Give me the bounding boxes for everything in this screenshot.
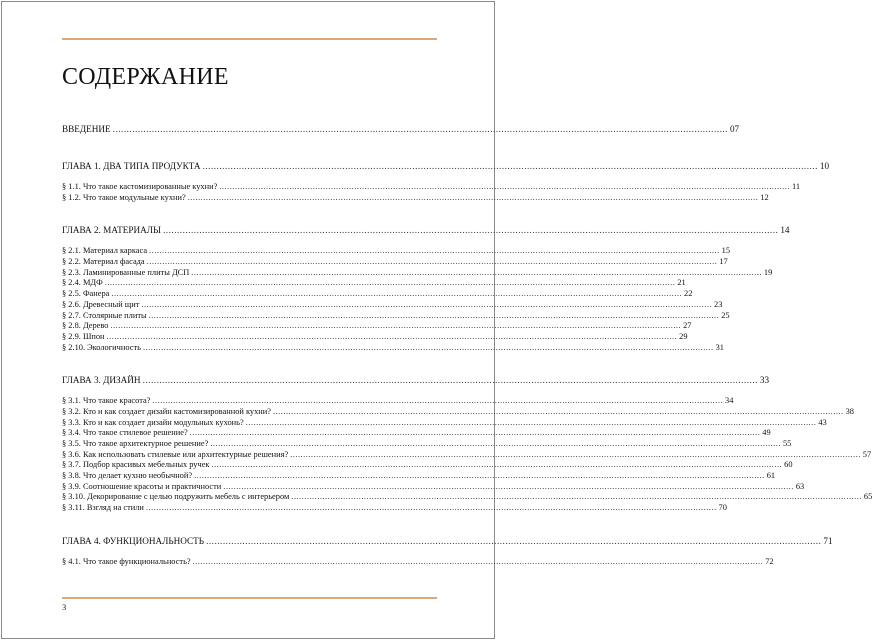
toc-spacer bbox=[62, 236, 432, 246]
toc-entry-page: 11 bbox=[791, 182, 801, 191]
toc-entry-page: 43 bbox=[818, 417, 827, 427]
page-number: 3 bbox=[62, 602, 67, 612]
toc-dot-leader: ............................................................................................................................................................................................................................ bbox=[142, 375, 758, 386]
toc-entry-label: § 3.4. Что такое стилевое решение? bbox=[62, 428, 188, 438]
toc-section-entry[interactable] bbox=[62, 439, 792, 450]
toc-entry-label: ВВЕДЕНИЕ bbox=[62, 124, 111, 134]
toc-section-entry[interactable] bbox=[62, 192, 769, 204]
toc-entry-page: 71 bbox=[823, 535, 833, 546]
toc-section-entry[interactable] bbox=[62, 417, 827, 429]
top-rule bbox=[62, 38, 437, 40]
toc-entry-label: § 2.7. Столярные плиты bbox=[62, 310, 147, 320]
toc-dot-leader: ............................................................................................................................................................................................................................ bbox=[272, 406, 844, 416]
toc-entry-page: 19 bbox=[763, 267, 773, 277]
toc-entry-label: § 4.1. Что такое функциональность? bbox=[62, 556, 191, 566]
toc-entry-label: § 3.2. Кто и как создает дизайн кастомизированной кухни? bbox=[62, 406, 271, 416]
toc-entry-page: 27 bbox=[683, 321, 692, 331]
toc-entry-page: 55 bbox=[782, 439, 792, 448]
toc-section-entry[interactable] bbox=[62, 342, 724, 354]
toc-dot-leader: ............................................................................................................................................................................................................................ bbox=[219, 182, 790, 191]
toc-dot-leader: ............................................................................................................................................................................................................................ bbox=[192, 556, 764, 566]
toc-dot-leader: ............................................................................................................................................................................................................................ bbox=[152, 396, 724, 406]
toc-dot-leader: ............................................................................................................................................................................................................................ bbox=[291, 492, 862, 502]
toc-entry-page: 23 bbox=[714, 299, 723, 309]
toc-entry-page: 70 bbox=[718, 503, 727, 513]
toc-entry-page: 72 bbox=[765, 556, 774, 566]
toc-dot-leader: ............................................................................................................................................................................................................................ bbox=[145, 503, 717, 513]
toc-entry-label: § 3.3. Кто и как создает дизайн модульных кухонь? bbox=[62, 417, 244, 427]
toc-entry-page: 65 bbox=[863, 492, 872, 502]
toc-entry-label: § 3.1. Что такое красота? bbox=[62, 396, 151, 406]
toc-spacer bbox=[62, 172, 432, 182]
toc-section-entry[interactable] bbox=[62, 267, 773, 279]
toc-section-entry[interactable] bbox=[62, 471, 776, 482]
table-of-contents bbox=[62, 123, 872, 568]
toc-spacer bbox=[62, 203, 432, 224]
toc-entry-label: § 3.8. Что делает кухню необычной? bbox=[62, 471, 193, 481]
toc-dot-leader: ............................................................................................................................................................................................................................ bbox=[210, 439, 781, 448]
toc-chapter-entry[interactable] bbox=[62, 160, 830, 172]
toc-entry-page: 17 bbox=[719, 257, 728, 267]
toc-entry-label: ГЛАВА 1. ДВА ТИПА ПРОДУКТА bbox=[62, 161, 201, 171]
toc-entry-page: 21 bbox=[677, 278, 686, 288]
toc-section-entry[interactable] bbox=[62, 310, 730, 322]
toc-spacer bbox=[62, 135, 432, 160]
toc-entry-label: § 3.7. Подбор красивых мебельных ручек bbox=[62, 460, 210, 470]
toc-dot-leader: ............................................................................................................................................................................................................................ bbox=[202, 161, 818, 171]
document-page bbox=[1, 1, 872, 639]
toc-entry-label: § 3.11. Взгляд на стили bbox=[62, 503, 144, 513]
toc-entry-page: 38 bbox=[845, 406, 854, 416]
toc-section-entry[interactable] bbox=[62, 449, 872, 461]
toc-spacer bbox=[62, 514, 432, 535]
toc-entry-label: § 2.2. Материал фасада bbox=[62, 257, 145, 267]
toc-dot-leader: ............................................................................................................................................................................................................................ bbox=[211, 460, 783, 470]
toc-entry-label: § 3.10. Декорирование с целью подружить мебель с интерьером bbox=[62, 492, 290, 502]
toc-entry-page: 49 bbox=[762, 428, 771, 438]
toc-dot-leader: ............................................................................................................................................................................................................................ bbox=[112, 124, 728, 134]
toc-section-entry[interactable] bbox=[62, 492, 872, 503]
toc-entry-label: § 1.1. Что такое кастомизированные кухни? bbox=[62, 182, 218, 191]
page-title: СОДЕРЖАНИЕ bbox=[62, 64, 229, 90]
toc-entry-label: § 2.8. Дерево bbox=[62, 321, 109, 331]
toc-chapter-entry[interactable] bbox=[62, 535, 833, 547]
toc-section-entry[interactable] bbox=[62, 428, 771, 439]
toc-entry-label: § 3.5. Что такое архитектурное решение? bbox=[62, 439, 209, 448]
toc-chapter-entry[interactable] bbox=[62, 224, 790, 236]
toc-section-entry[interactable] bbox=[62, 278, 686, 289]
toc-entry-page: 12 bbox=[760, 192, 769, 202]
toc-dot-leader: ............................................................................................................................................................................................................................ bbox=[194, 471, 765, 481]
toc-entry-label: § 3.6. Как использовать стилевые или архитектурные решения? bbox=[62, 449, 289, 459]
toc-entry-label: § 2.10. Экологичность bbox=[62, 342, 141, 352]
toc-dot-leader: ............................................................................................................................................................................................................................ bbox=[148, 310, 720, 320]
toc-dot-leader: ............................................................................................................................................................................................................................ bbox=[191, 267, 762, 277]
toc-chapter-entry[interactable] bbox=[62, 374, 770, 386]
toc-dot-leader: ............................................................................................................................................................................................................................ bbox=[245, 417, 817, 427]
toc-spacer bbox=[62, 353, 432, 374]
toc-section-entry[interactable] bbox=[62, 257, 728, 268]
toc-entry-page: 07 bbox=[729, 124, 740, 134]
toc-entry-page: 33 bbox=[759, 375, 770, 386]
toc-dot-leader: ............................................................................................................................................................................................................................ bbox=[104, 278, 676, 288]
toc-entry-label: § 2.4. МДФ bbox=[62, 278, 103, 288]
toc-section-entry[interactable] bbox=[62, 556, 774, 568]
toc-entry-label: § 2.5. Фанера bbox=[62, 289, 110, 299]
toc-entry-label: § 2.1. Материал каркаса bbox=[62, 246, 148, 256]
toc-entry-page: 34 bbox=[725, 396, 734, 406]
toc-section-entry[interactable] bbox=[62, 481, 805, 493]
toc-entry-label: ГЛАВА 4. ФУНКЦИОНАЛЬНОСТЬ bbox=[62, 535, 205, 546]
toc-section-entry[interactable] bbox=[62, 406, 854, 418]
toc-dot-leader: ............................................................................................................................................................................................................................ bbox=[223, 481, 794, 491]
toc-entry-page: 22 bbox=[684, 289, 693, 299]
toc-entry-page: 29 bbox=[679, 331, 688, 341]
toc-entry-page: 31 bbox=[715, 342, 724, 352]
toc-dot-leader: ............................................................................................................................................................................................................................ bbox=[146, 257, 718, 267]
toc-dot-leader: ............................................................................................................................................................................................................................ bbox=[149, 246, 720, 256]
toc-dot-leader: ............................................................................................................................................................................................................................ bbox=[142, 342, 714, 352]
toc-section-entry[interactable] bbox=[62, 331, 688, 343]
toc-entry-label: § 3.9. Соотношение красоты и практичности bbox=[62, 481, 222, 491]
toc-entry-page: 15 bbox=[721, 246, 731, 256]
toc-entry-page: 14 bbox=[780, 225, 790, 236]
toc-section-entry[interactable] bbox=[62, 299, 723, 311]
toc-entry-label: ГЛАВА 3. ДИЗАЙН bbox=[62, 375, 141, 386]
toc-entry-page: 60 bbox=[784, 460, 793, 470]
toc-entry-page: 25 bbox=[721, 310, 730, 320]
toc-dot-leader: ............................................................................................................................................................................................................................ bbox=[187, 192, 759, 202]
toc-entry-page: 57 bbox=[862, 449, 872, 459]
bottom-rule bbox=[62, 597, 437, 599]
toc-dot-leader: ............................................................................................................................................................................................................................ bbox=[141, 299, 713, 309]
toc-entry-page: 63 bbox=[795, 481, 805, 491]
toc-section-entry[interactable] bbox=[62, 246, 731, 257]
toc-dot-leader: ............................................................................................................................................................................................................................ bbox=[189, 428, 761, 438]
toc-section-entry[interactable] bbox=[62, 182, 801, 193]
toc-section-entry[interactable] bbox=[62, 503, 727, 514]
toc-section-entry[interactable] bbox=[62, 289, 693, 300]
toc-dot-leader: ............................................................................................................................................................................................................................ bbox=[206, 535, 822, 546]
toc-dot-leader: ............................................................................................................................................................................................................................ bbox=[110, 321, 682, 331]
toc-dot-leader: ............................................................................................................................................................................................................................ bbox=[163, 225, 779, 236]
toc-section-entry[interactable] bbox=[62, 460, 793, 471]
toc-spacer bbox=[62, 547, 432, 557]
toc-section-entry[interactable] bbox=[62, 396, 734, 407]
toc-entry-label: § 1.2. Что такое модульные кухни? bbox=[62, 192, 186, 202]
toc-spacer bbox=[62, 386, 432, 396]
toc-chapter-entry[interactable] bbox=[62, 123, 740, 135]
toc-entry-label: ГЛАВА 2. МАТЕРИАЛЫ bbox=[62, 225, 161, 236]
toc-dot-leader: ............................................................................................................................................................................................................................ bbox=[290, 449, 861, 459]
toc-entry-label: § 2.6. Древесный щит bbox=[62, 299, 140, 309]
toc-entry-page: 61 bbox=[766, 471, 776, 481]
toc-entry-page: 10 bbox=[819, 161, 830, 171]
toc-section-entry[interactable] bbox=[62, 321, 692, 332]
toc-dot-leader: ............................................................................................................................................................................................................................ bbox=[106, 331, 678, 341]
toc-entry-label: § 2.9. Шпон bbox=[62, 331, 105, 341]
toc-entry-label: § 2.3. Ламинированные плиты ДСП bbox=[62, 267, 190, 277]
toc-dot-leader: ............................................................................................................................................................................................................................ bbox=[111, 289, 683, 299]
